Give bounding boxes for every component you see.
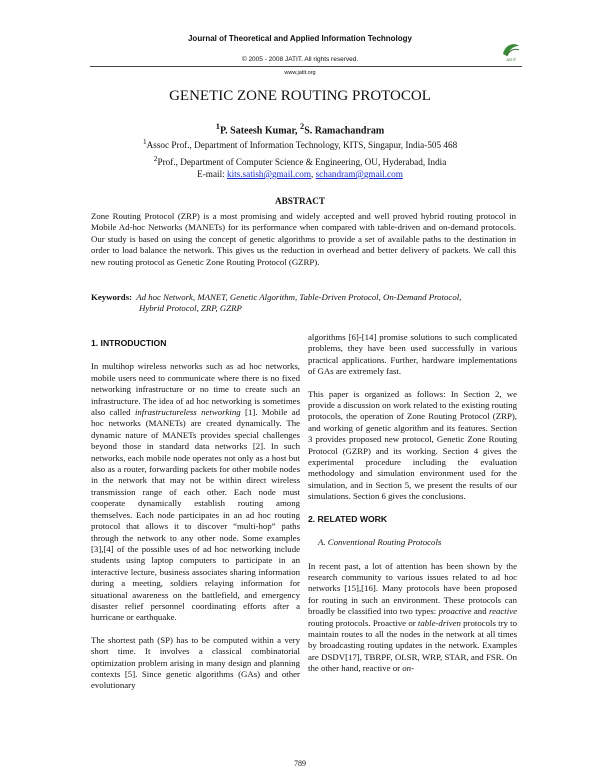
aff1-sup: 1 bbox=[142, 137, 147, 146]
keywords-label: Keywords: bbox=[91, 292, 133, 302]
related-work-paragraph bbox=[308, 561, 517, 675]
aff2-sup: 2 bbox=[153, 154, 158, 163]
rw-a: In recent past, a lot of attention has been shown by the research community to various issues related to ad hoc networks [15],[16]. Many protocols have been proposed for routing in such an environment. These protocols can broadly be classified into two types: bbox=[308, 560, 517, 617]
right-paragraph-2: This paper is organized as follows: In Section 2, we provide a discussion on work related to the existing routing protocols, the operation of Zone Routing Protocol (ZRP), and working of genetic algorithm and its features. Section 3 provides proposed new protocol, Genetic Zone Routing Protocol (GZRP) and its working. Section 4 gives the experimental procedure including the evaluation methodology and simulation environment used for the simulation, and in Section 5, we present the results of our simulations. Section 6 gives the conclusions. bbox=[308, 388, 517, 502]
email-link-1[interactable]: kits.satish@gmail.com bbox=[226, 169, 311, 179]
email-sep: , bbox=[310, 169, 316, 179]
abstract-text: Zone Routing Protocol (ZRP) is a most promising and widely accepted and well proved hybrid routing protocol in Mobile Ad-hoc Networks (MANETs) for its performance when compared with table-driven and on-demand protocols. Our study is based on using the concept of genetic algorithms to provide a set of available paths to the destination in order to load balance the network. This gives us the reduction in overhead and better delivery of packets. We call this new routing protocol as Genetic Zone Routing Protocol (GZRP). bbox=[91, 211, 516, 267]
aff2-text: Prof., Department of Computer Science & Engineering, OU, Hyderabad, India bbox=[157, 157, 447, 168]
author1-sup: 1 bbox=[215, 122, 220, 131]
aff1-text: Assoc Prof., Department of Information Technology, KITS, Singapur, India-505 468 bbox=[146, 140, 458, 151]
header-rule bbox=[90, 66, 522, 67]
page-number: 789 bbox=[294, 759, 306, 768]
rw-c: protocols try to maintain routes to all the nodes in the network at all times by broadcasting routing updates in the network. Examples are DSDV[17], TBRPF, OLSR, WRP, STAR, and FSR. On the other hand, reactive or bbox=[308, 617, 518, 674]
right-paragraph-1: algorithms [6]-[14] promise solutions to such complicated problems, they have been used successfully in various practical applications. Further, hardware implementations of GAs are extremely fast. bbox=[308, 332, 517, 377]
intro-p1-b: [1]. Mobile ad hoc networks (MANETs) are created dynamically. The dynamic nature of MANETs provides special challenges beyond those in standard data networks [2]. In such networks, each mobile node operates not only as a host but also as a router, forwarding packets for other mobile nodes in the network that may not be within direct wireless transmission range of each other. Each node must cooperate dynamically establish routing among themselves. Each node participates in an ad hoc routing protocol that allows it to discover “multi-hop” paths through the network to any other node. Some examples [3],[4] of the possible uses of ad hoc networking include students using laptop computers to participate in an interactive lecture, business associates sharing information during a meeting, soldiers relaying information for situational awareness on the battlefield, and emergency disaster relief personnel coordinating efforts after a hurricane or earthquake. bbox=[91, 407, 300, 623]
subsection-a-heading: A. Conventional Routing Protocols bbox=[318, 537, 442, 548]
keywords-line-2: Hybrid Protocol, ZRP, GZRP bbox=[139, 303, 242, 314]
logo-text: JATIT bbox=[505, 57, 517, 62]
copyright-line: © 2005 - 2008 JATIT. All rights reserved. bbox=[241, 56, 359, 63]
affiliation-2 bbox=[0, 154, 600, 167]
rw-table-driven: table-driven bbox=[417, 617, 461, 628]
rw-b: routing protocols. Proactive or bbox=[308, 617, 418, 628]
author2-sup: 2 bbox=[300, 122, 305, 131]
intro-paragraph-2: The shortest path (SP) has to be computed within a very short time. It involves a classical combinatorial optimization problem arising in many design and planning contexts [5]. Since genetic algorithms (GAs) and other evolutionary bbox=[91, 634, 300, 691]
author1: P. Sateesh Kumar, bbox=[219, 125, 301, 137]
affiliation-1 bbox=[0, 137, 600, 150]
rw-proactive: proactive bbox=[438, 606, 472, 617]
email-link-2[interactable]: schandram@gmail.com bbox=[315, 169, 403, 179]
paper-title: GENETIC ZONE ROUTING PROTOCOL bbox=[169, 88, 431, 104]
author2: S. Ramachandram bbox=[304, 125, 385, 137]
section-1-heading: 1. INTRODUCTION bbox=[91, 338, 167, 348]
right-column bbox=[308, 332, 517, 686]
email-label: E-mail: bbox=[197, 169, 227, 179]
rw-on: on- bbox=[402, 663, 415, 674]
rw-reactive: reactive bbox=[489, 606, 518, 617]
rw-and: and bbox=[471, 606, 489, 617]
intro-p1-italic: infrastructureless networking bbox=[134, 407, 241, 418]
journal-name: Journal of Theoretical and Applied Information Technology bbox=[187, 34, 412, 43]
section-2-heading: 2. RELATED WORK bbox=[308, 513, 388, 524]
keywords bbox=[91, 292, 516, 315]
keywords-line-1: Ad hoc Network, MANET, Genetic Algorithm, Table-Driven Protocol, On-Demand Protocol, bbox=[136, 292, 462, 302]
author-line bbox=[0, 122, 600, 136]
journal-url: www.jatit.org bbox=[284, 70, 316, 76]
intro-paragraph-1 bbox=[91, 361, 300, 623]
intro-p1-a: In multihop wireless networks such as ad hoc networks, mobile users need to communicate where there is no fixed networking infrastructure or no time to create such an infrastructure. The idea of ad hoc networking is sometimes also called bbox=[91, 361, 300, 418]
email-line bbox=[0, 169, 600, 179]
abstract-heading: ABSTRACT bbox=[274, 196, 326, 206]
left-column bbox=[91, 338, 300, 703]
